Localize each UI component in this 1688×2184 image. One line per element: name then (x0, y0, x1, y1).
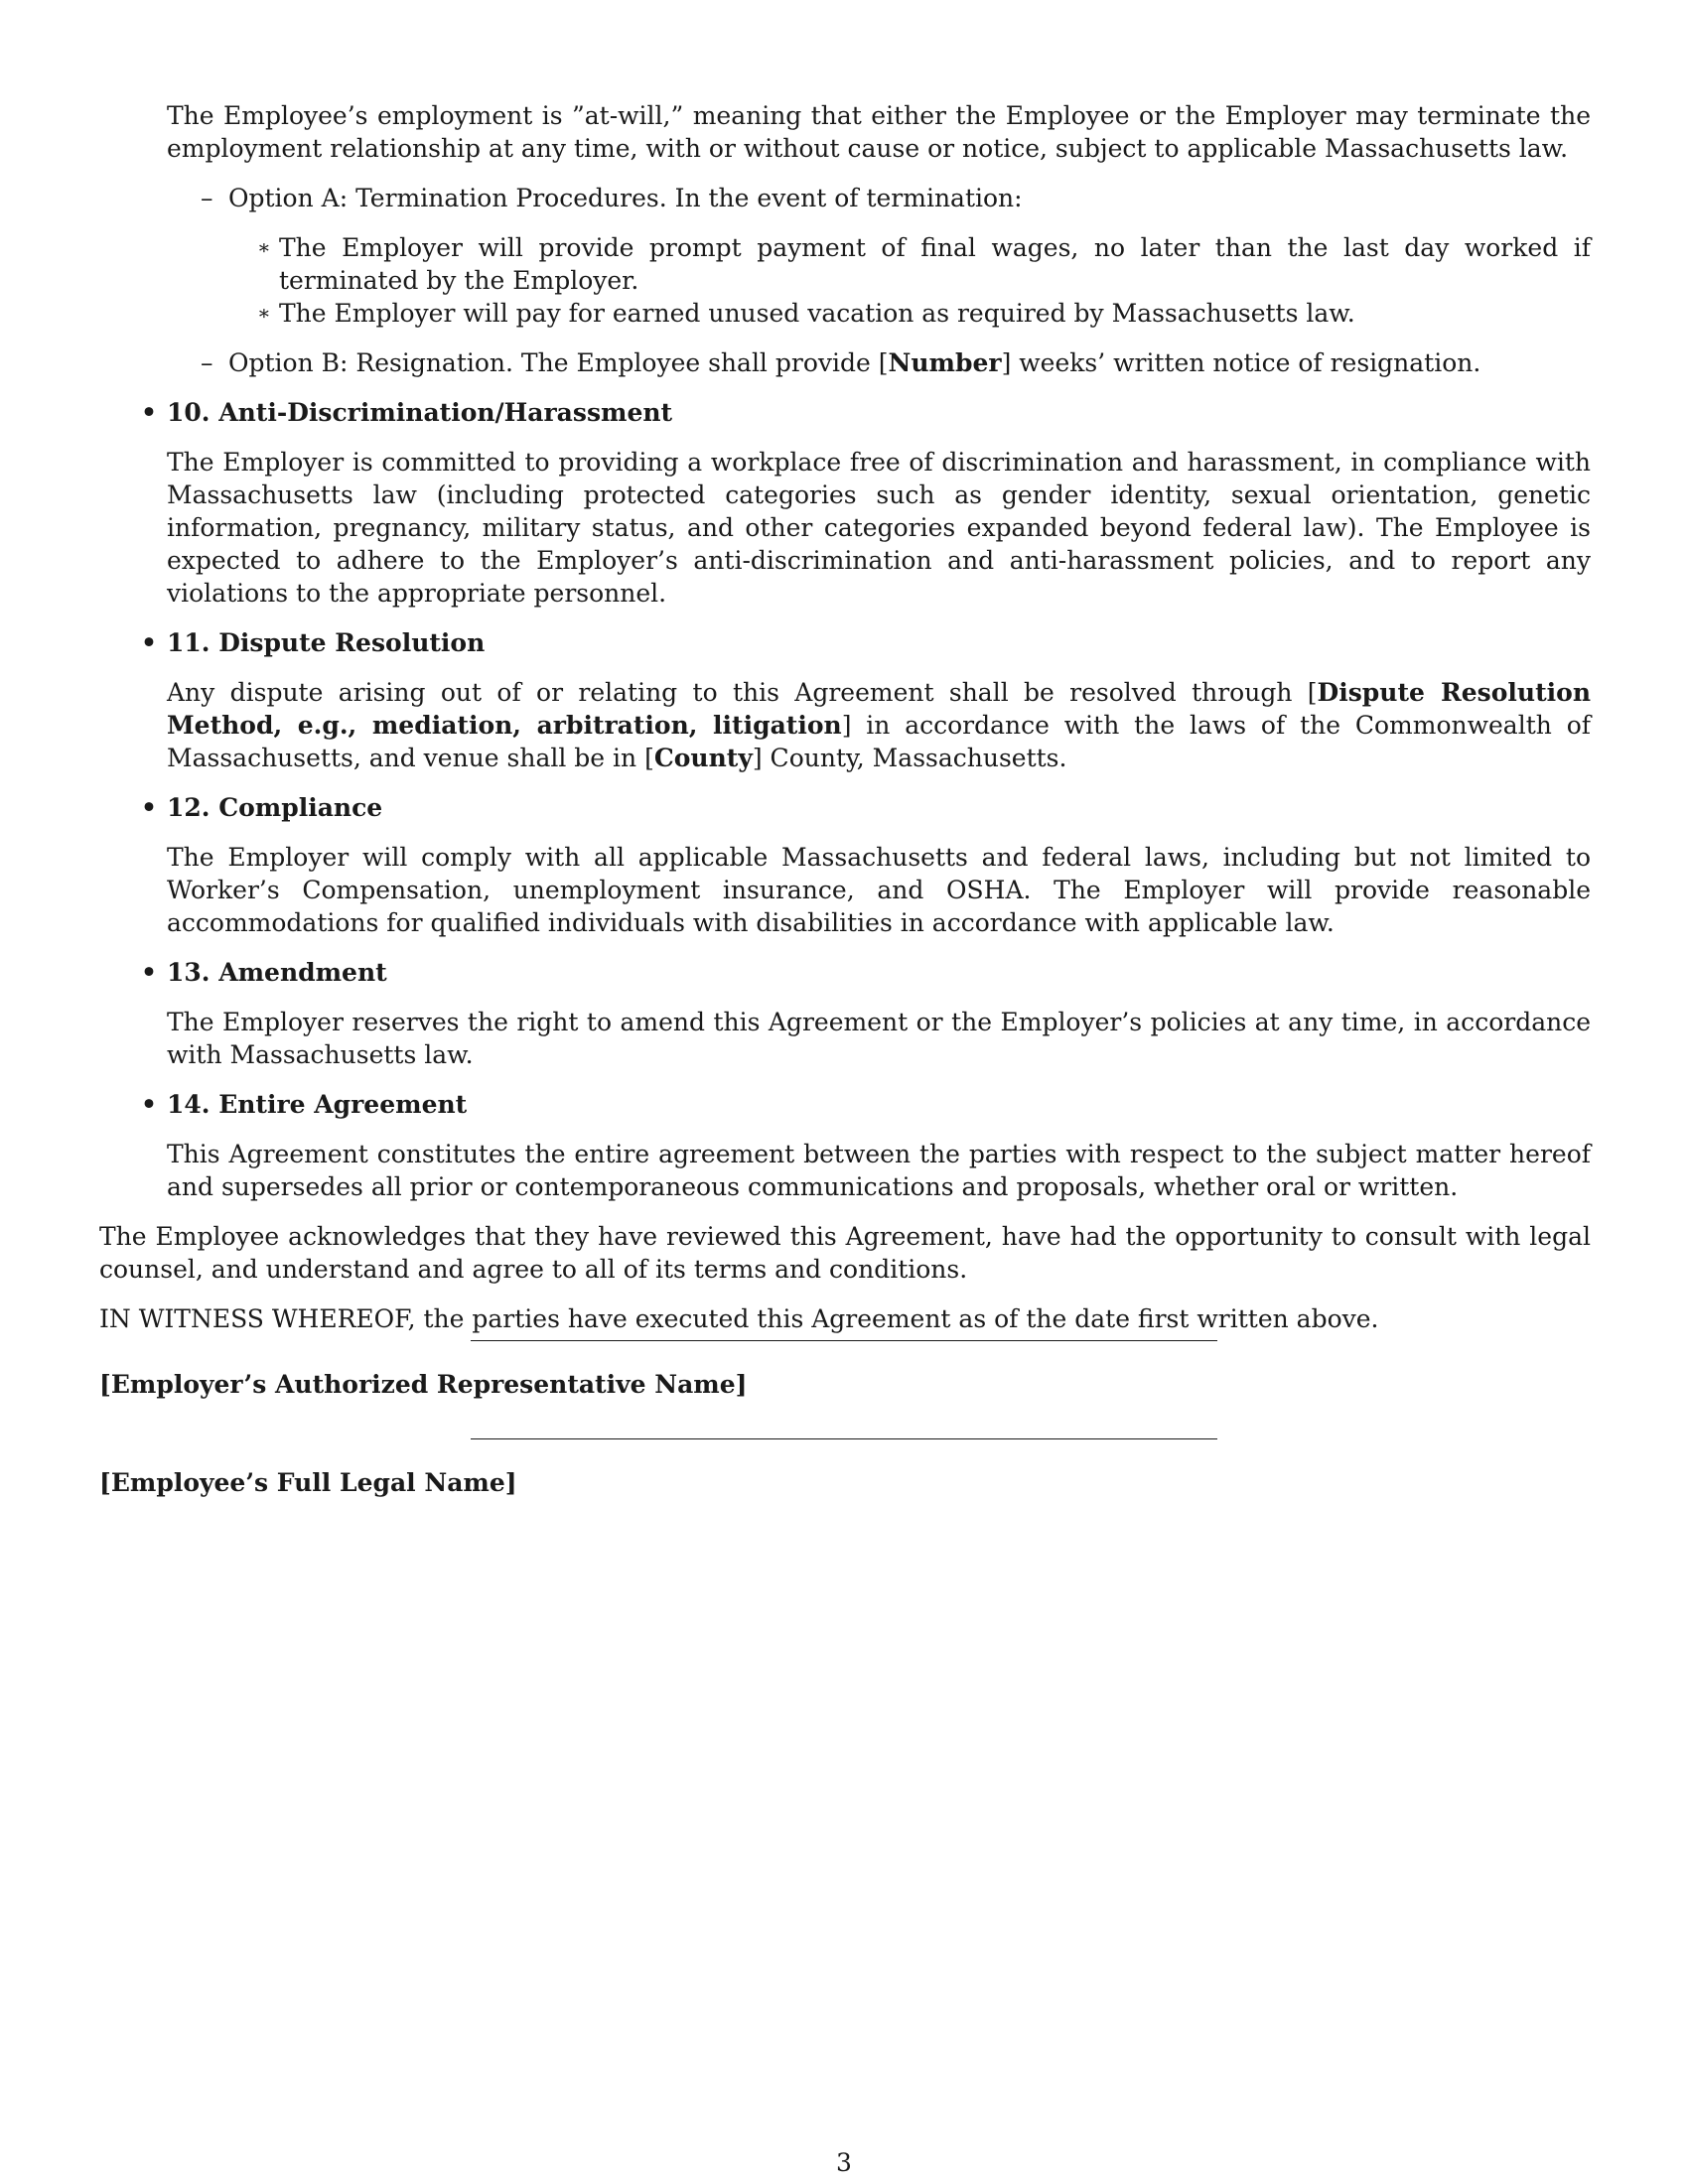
section-11-title: 11. Dispute Resolution (167, 628, 486, 657)
asterisk-marker: ∗ (257, 235, 271, 259)
option-b-item (201, 346, 1591, 379)
section-12-title: 12. Compliance (167, 793, 383, 822)
witness-paragraph: IN WITNESS WHEREOF, the parties have executed this Agreement as of the date first written above. (99, 1304, 1379, 1333)
bullet-icon: • (141, 1090, 157, 1119)
at-will-paragraph: The Employee’s employment is ”at-will,” meaning that either the Employee or the Employer may terminate the employment relationship at any time, with or without cause or notice, subject to applicable Massachusetts law. (167, 101, 1591, 163)
page-number: 3 (836, 2148, 852, 2177)
vacation-item (257, 297, 1591, 330)
bullet-icon: • (141, 628, 157, 657)
section-10-body: The Employer is committed to providing a workplace free of discrimination and harassment, in compliance with Massachusetts law (including protected categories such as gender identity, sexual orientation, genetic information, pregnancy, military status, and other categories expanded beyond federal law). The Employee is expected to adhere to the Employer’s anti-discrimination and anti-harassment policies, and to report any violations to the appropriate personnel. (167, 448, 1591, 608)
bullet-icon: • (141, 958, 157, 987)
section-12-body: The Employer will comply with all applicable Massachusetts and federal laws, including but not limited to Worker’s Compensation, unemployment insurance, and OSHA. The Employer will provide reasonable accommodations for qualified individuals with disabilities in accordance with applicable law. (167, 843, 1591, 937)
number-placeholder: Number (888, 348, 1002, 377)
bullet-icon: • (141, 398, 157, 427)
section-11-body-mid: ] in accordance with the laws of the Commonwealth of Massachusetts, and venue shall be in [ (167, 711, 1591, 772)
option-a-text: Option A: Termination Procedures. In the event of termination: (228, 184, 1023, 212)
final-wages-item (257, 231, 1591, 297)
dash-marker: – (201, 348, 213, 377)
section-12-heading (141, 791, 1591, 824)
document-page (99, 99, 1591, 1335)
employer-signature-line (471, 1340, 1217, 1341)
final-wages-text: The Employer will provide prompt payment of final wages, no later than the last day worked if terminated by the Employer. (279, 233, 1591, 295)
section-13-body: The Employer reserves the right to amend this Agreement or the Employer’s policies at any time, in accordance with Massachusetts law. (167, 1008, 1591, 1069)
employer-name-placeholder: [Employer’s Authorized Representative Name] (99, 1370, 748, 1399)
county-placeholder: County (653, 744, 753, 772)
option-b-post: ] weeks’ written notice of resignation. (1001, 348, 1481, 377)
section-11-body-pre: Any dispute arising out of or relating to this Agreement shall be resolved through [ (167, 678, 1318, 707)
section-13-heading (141, 956, 1591, 989)
employee-signature-line (471, 1438, 1217, 1439)
section-11-body-post: ] County, Massachusetts. (752, 744, 1067, 772)
bullet-icon: • (141, 793, 157, 822)
vacation-text: The Employer will pay for earned unused vacation as required by Massachusetts law. (279, 299, 1355, 328)
section-11-body (167, 676, 1591, 774)
option-a-item (201, 182, 1591, 214)
section-14-body: This Agreement constitutes the entire agreement between the parties with respect to the subject matter hereof and supersedes all prior or contemporaneous communications and proposals, whether oral or written. (167, 1140, 1591, 1201)
acknowledgement-paragraph: The Employee acknowledges that they have reviewed this Agreement, have had the opportunity to consult with legal counsel, and understand and agree to all of its terms and conditions. (99, 1222, 1591, 1284)
section-10-title: 10. Anti-Discrimination/Harassment (167, 398, 673, 427)
option-b-pre: Option B: Resignation. The Employee shall provide [ (228, 348, 889, 377)
section-14-title: 14. Entire Agreement (167, 1090, 468, 1119)
dispute-method-placeholder: Dispute Resolution Method, e.g., mediation, arbitration, litigation (167, 678, 1591, 740)
employee-name-placeholder: [Employee’s Full Legal Name] (99, 1468, 517, 1497)
section-10-heading (141, 396, 1591, 429)
asterisk-marker: ∗ (257, 301, 271, 325)
section-11-heading (141, 626, 1591, 659)
section-13-title: 13. Amendment (167, 958, 387, 987)
section-14-heading (141, 1088, 1591, 1121)
dash-marker: – (201, 184, 213, 212)
